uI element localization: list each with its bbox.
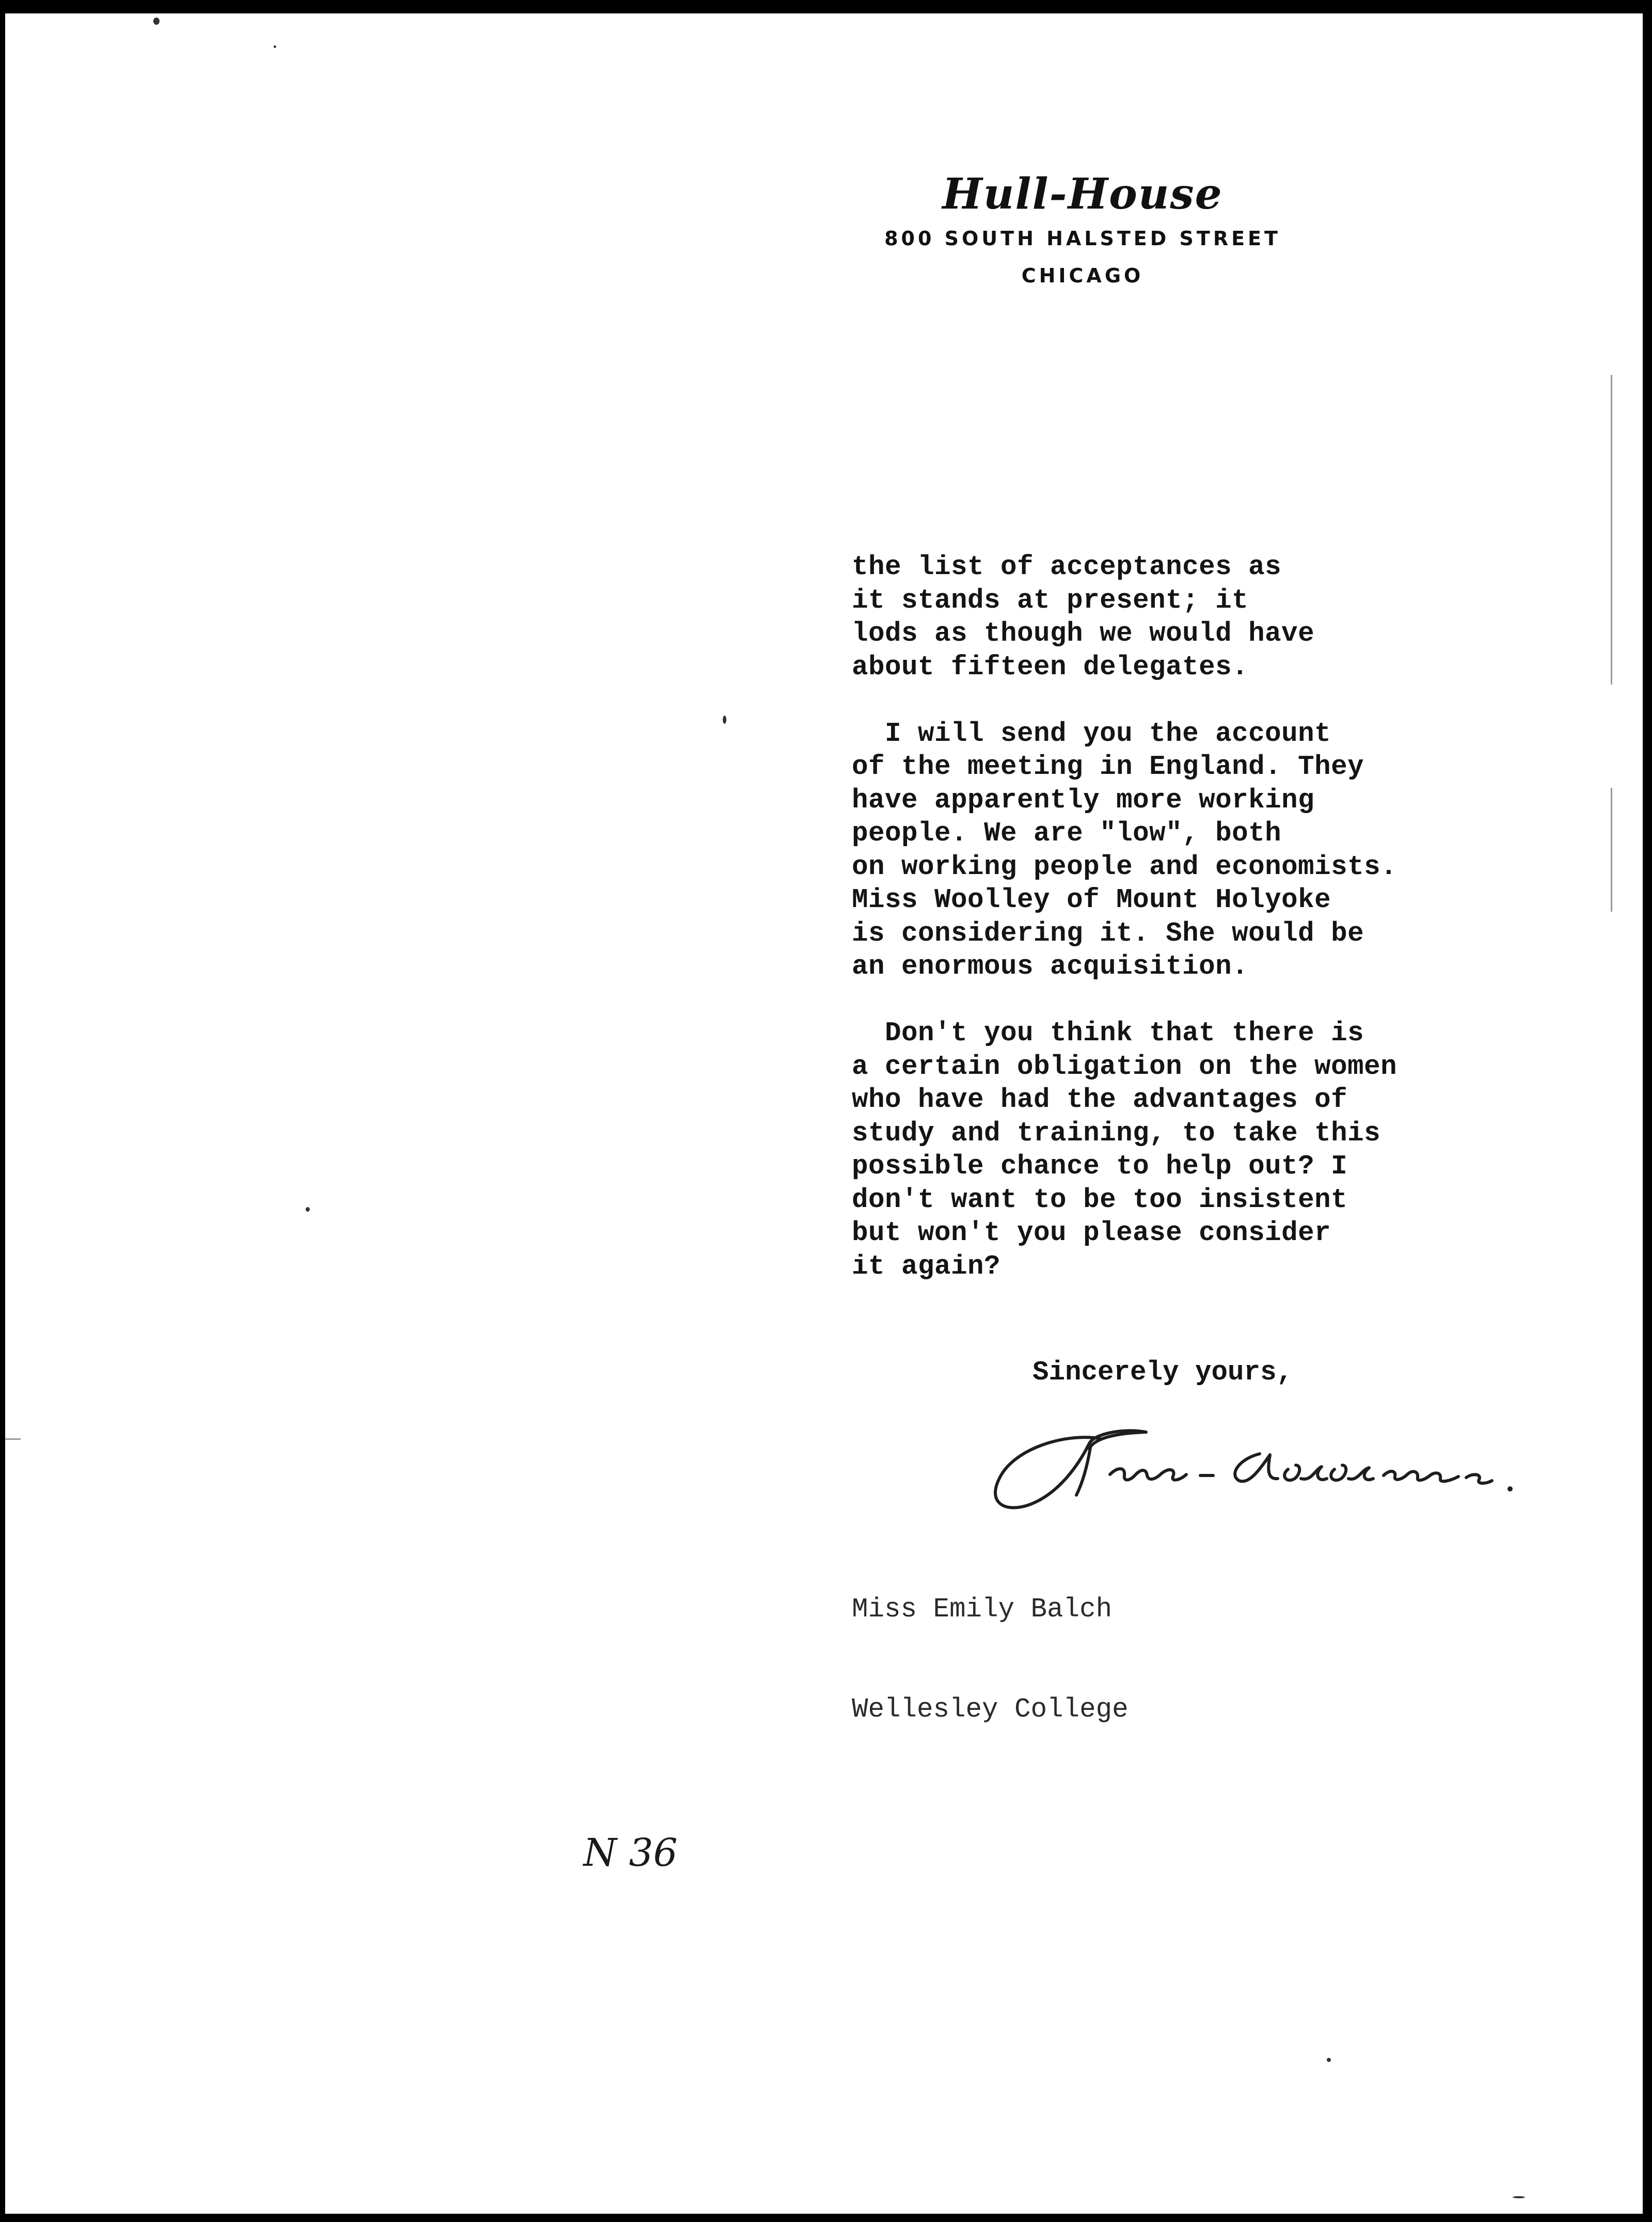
archive-reference-mark: N 36 <box>583 1831 678 1875</box>
letterhead <box>812 168 1354 294</box>
signature-image <box>971 1418 1528 1521</box>
scan-edge-line <box>1611 375 1612 685</box>
scan-speck <box>274 45 276 48</box>
recipient-institution: Wellesley College <box>852 1693 1129 1725</box>
paragraph-2: I will send you the account of the meeting in England. They have apparently more working people. We are "low", both on working people and economists. Miss Woolley of Mount Holyoke is considering it. She would be an enormous acquisition. <box>852 718 1397 982</box>
paragraph-1: the list of acceptances as it stands at present; it lods as though we would have about fifteen delegates. <box>852 551 1315 683</box>
scan-speck <box>306 1207 310 1212</box>
recipient-block <box>852 1526 1129 1792</box>
letterhead-name: Hull-House <box>942 169 1223 219</box>
scan-speck <box>1327 2058 1331 2062</box>
paragraph-3: Don't you think that there is a certain obligation on the women who have had the advantages of study and training, to take this possible chance to help out? I don't want to be too insistent but won't you please consider it again? <box>852 1018 1397 1282</box>
scan-speck <box>723 716 726 724</box>
scan-edge-line <box>1611 788 1612 912</box>
scan-speck <box>153 18 160 25</box>
letterhead-city: CHICAGO <box>1021 264 1144 287</box>
letter-page <box>5 13 1643 2214</box>
letterhead-address: 800 SOUTH HALSTED STREET <box>884 227 1281 250</box>
letter-body <box>852 550 1513 1316</box>
closing-salutation: Sincerely yours, <box>1032 1357 1293 1388</box>
scan-edge-line <box>5 1438 21 1440</box>
scan-speck <box>1513 2196 1525 2198</box>
recipient-name: Miss Emily Balch <box>852 1594 1113 1625</box>
